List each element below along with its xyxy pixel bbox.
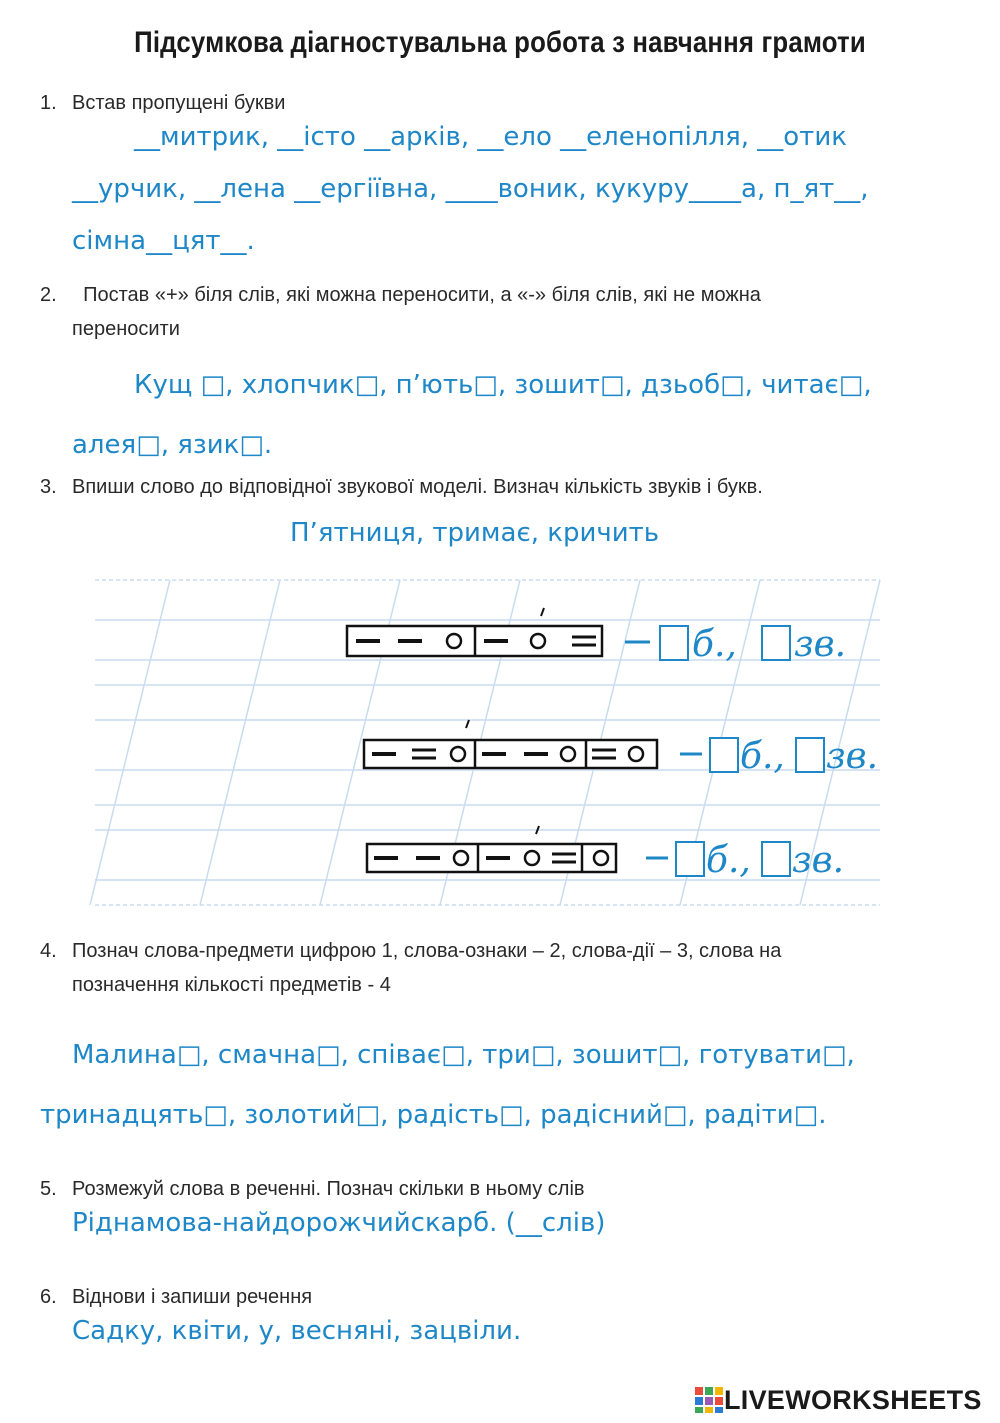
task-2-line-2[interactable]: алея□, язик□.: [72, 430, 273, 460]
task-6-words[interactable]: Садку, квіти, у, весняні, зацвіли.: [72, 1316, 522, 1346]
task-number: 3.: [40, 476, 57, 498]
task-text: Постав «+» біля слів, які можна переносити, а «-» біля слів, які не можна: [83, 284, 761, 306]
logo-icon: [694, 1385, 724, 1415]
sound-model-area: [0, 560, 1000, 920]
answer-row-2: [680, 736, 878, 777]
sounds-count-box[interactable]: [762, 626, 790, 660]
task-1-line-1[interactable]: __митрик, __істо __арків, __ело __еленопілля, __отик: [134, 122, 847, 152]
page-title: Підсумкова діагностувальна робота з навчання грамоти: [134, 26, 866, 59]
task-text: Познач слова-предмети цифрою 1, слова-ознаки – 2, слова-дії – 3, слова на: [72, 940, 782, 962]
task-5-sentence[interactable]: Ріднамова-найдорожчийскарб. (__слів): [72, 1208, 606, 1238]
task-1-instruction: [40, 86, 285, 120]
answer-row-1: [625, 624, 846, 665]
answer-row-3: [646, 840, 844, 881]
task-text: Встав пропущені букви: [72, 92, 286, 114]
suffix-letters: б.,: [706, 840, 751, 881]
task-number: 6.: [40, 1286, 57, 1308]
task-number: 1.: [40, 92, 57, 114]
task-4-line-1[interactable]: Малина□, смачна□, співає□, три□, зошит□, готувати□,: [72, 1040, 855, 1070]
task-5-instruction: [40, 1172, 585, 1206]
task-2-instruction: [40, 278, 761, 312]
task-3-instruction: [40, 470, 763, 504]
sounds-count-box[interactable]: [762, 842, 790, 876]
task-text: Впиши слово до відповідної звукової моделі. Визнач кількість звуків і букв.: [72, 476, 763, 498]
suffix-sounds: зв.: [826, 736, 879, 777]
sound-model-2: [364, 720, 657, 768]
task-number: 4.: [40, 940, 57, 962]
task-1-line-3[interactable]: сімна__цят__.: [72, 226, 255, 256]
letters-count-box[interactable]: [676, 842, 704, 876]
task-number: 2.: [40, 284, 57, 306]
sounds-count-box[interactable]: [796, 738, 824, 772]
suffix-sounds: зв.: [794, 624, 847, 665]
task-6-instruction: [40, 1280, 312, 1314]
task-text: Віднови і запиши речення: [72, 1286, 313, 1308]
task-2-instruction-cont: переносити: [72, 318, 180, 340]
liveworksheets-logo: [694, 1384, 982, 1416]
suffix-letters: б.,: [740, 736, 785, 777]
task-4-line-2[interactable]: тринадцять□, золотий□, радість□, радісний□, радіти□.: [40, 1100, 827, 1130]
task-1-line-2[interactable]: __урчик, __лена __ергіївна, ____воник, кукуру____а, п_ят__,: [72, 174, 869, 204]
sound-model-3: [367, 826, 616, 872]
suffix-letters: б.,: [692, 624, 737, 665]
task-number: 5.: [40, 1178, 57, 1200]
task-text: Розмежуй слова в реченні. Познач скільки в ньому слів: [72, 1178, 585, 1200]
sound-model-1: [347, 608, 602, 656]
task-3-word-list: П’ятниця, тримає, кричить: [290, 518, 660, 548]
task-4-instruction-cont: позначення кількості предметів - 4: [72, 974, 391, 996]
letters-count-box[interactable]: [710, 738, 738, 772]
suffix-sounds: зв.: [792, 840, 845, 881]
logo-text: LIVEWORKSHEETS: [724, 1384, 982, 1415]
letters-count-box[interactable]: [660, 626, 688, 660]
task-4-instruction: [40, 934, 781, 968]
task-2-line-1[interactable]: Кущ □, хлопчик□, п’ють□, зошит□, дзьоб□, читає□,: [134, 370, 872, 400]
